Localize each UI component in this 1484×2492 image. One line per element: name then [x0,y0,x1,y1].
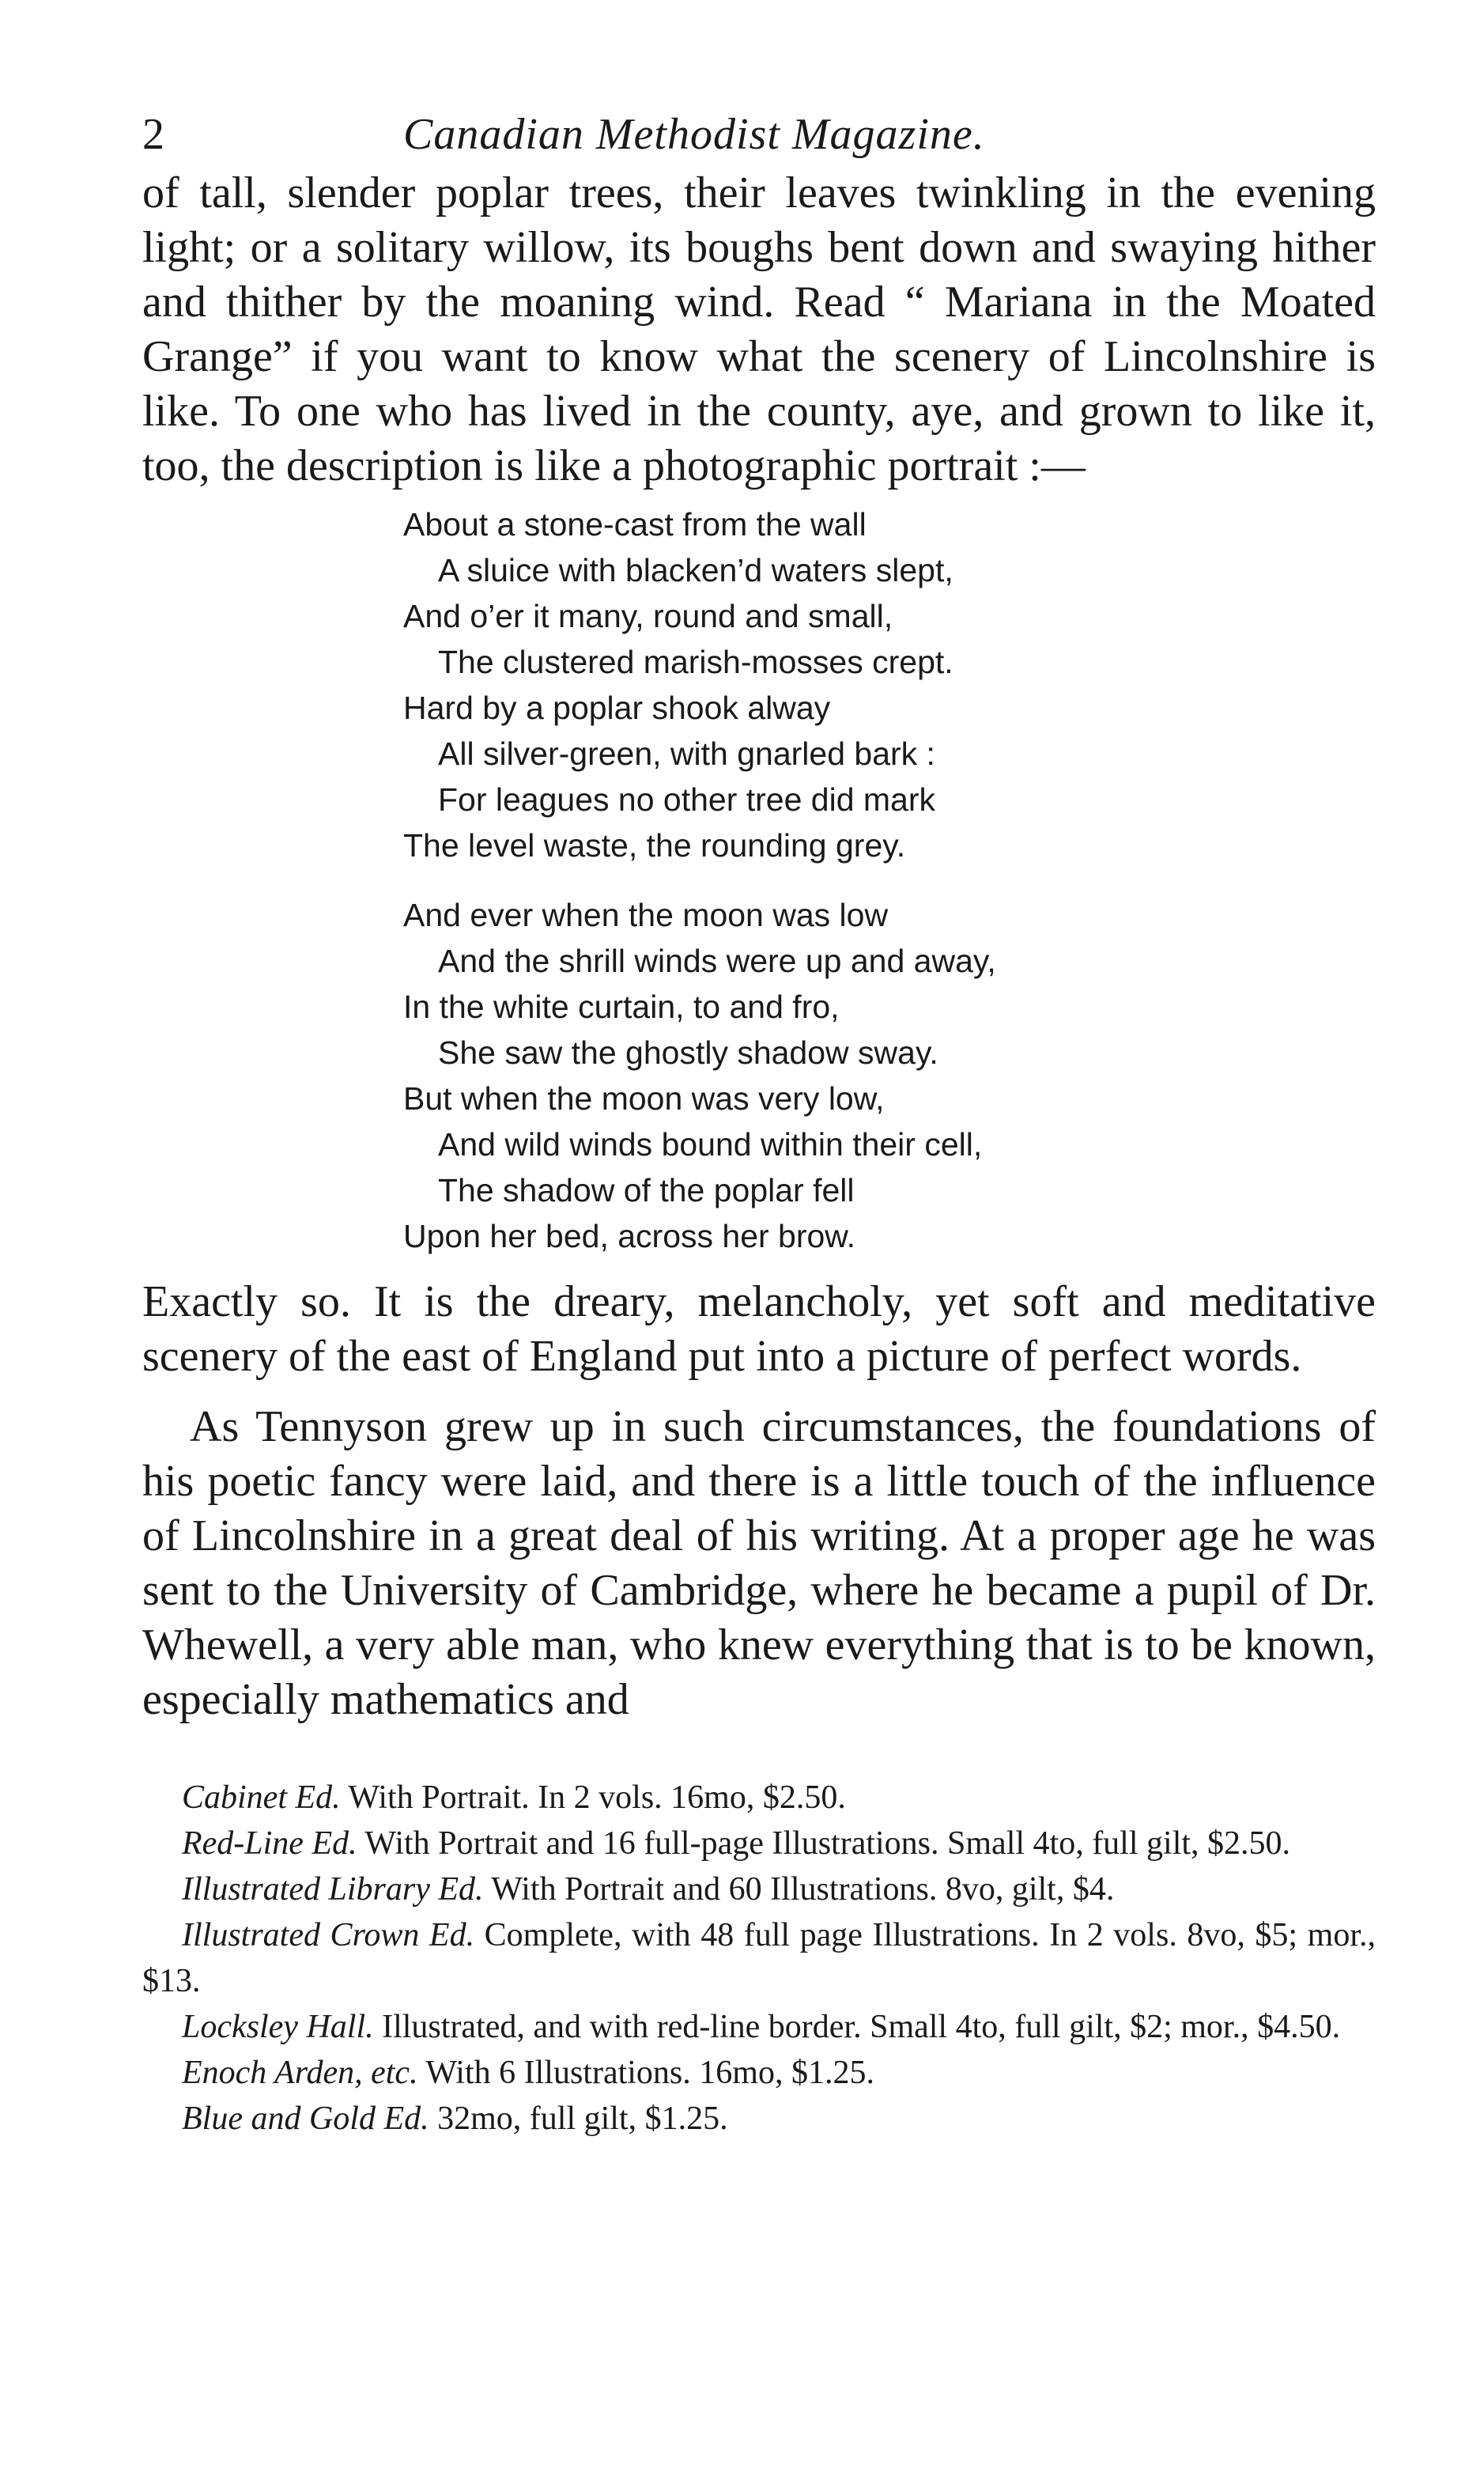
paragraph: Exactly so. It is the dreary, melancholy, yet soft and meditative scenery of the east of England put into a picture of perfect words. [142,1277,1376,1381]
ad-text: With Portrait. In 2 vols. 16mo, $2.50. [348,1779,846,1816]
ad-text: Illustrated, and with red-line border. Small 4to, full gilt, $2; mor., $4.50. [382,2009,1341,2045]
advertisement-list [142,1775,1376,2142]
poem-stanza-2 [403,892,1376,1259]
ad-entry [142,2096,1376,2142]
poem-line: Hard by a poplar shook alway [403,690,831,726]
ad-entry [142,1866,1376,1912]
poem-line: She saw the ghostly shadow sway. [438,1034,938,1071]
ad-title: Enoch Arden, etc. [182,2055,418,2091]
page-number: 2 [142,110,164,159]
poem-quote [142,501,1376,1259]
running-head [142,103,1376,166]
article-body [142,166,1376,1727]
ad-text: Complete, with 48 full page Illustrations. In 2 vols. 8vo, $5; mor., $13. [142,1917,1376,1999]
ad-entry [142,2050,1376,2096]
poem-line: About a stone-cast from the wall [403,506,867,543]
poem-line: And o’er it many, round and small, [403,598,893,634]
ad-title: Red-Line Ed. [182,1825,357,1862]
poem-line: The shadow of the poplar fell [438,1172,855,1208]
poem-line: The clustered marish-mosses crept. [438,644,953,680]
paragraph: As Tennyson grew up in such circumstances, the foundations of his poetic fancy were laid, and there is a little touch of the influence of Lincolnshire in a great deal of his writing. At a proper age he was sent to the University of Cambridge, where he became a pupil of Dr. Whewell, a very able man, who knew everything that is to be known, especially mathematics and [142,1402,1376,1724]
poem-line: And wild winds bound within their cell, [438,1126,983,1163]
page [142,103,1376,2142]
ad-entry [142,1912,1376,2004]
ad-text: 32mo, full gilt, $1.25. [437,2101,728,2137]
poem-line: For leagues no other tree did mark [438,781,935,818]
ad-entry [142,2004,1376,2050]
ad-entry [142,1821,1376,1866]
paragraph-continued: of tall, slender poplar trees, their leaves twinkling in the evening light; or a solitary willow, its boughs bent down and swaying hither and thither by the moaning wind. Read “ Mariana in the Moated Grange” if you want to know what the scenery of Lincolnshire is like. To one who has lived in the county, aye, and grown to like it, too, the description is like a photographic portrait :— [142,168,1376,490]
ad-title: Cabinet Ed. [182,1779,341,1816]
poem-line: All silver-green, with gnarled bark : [438,735,935,772]
ad-entry [142,1775,1376,1821]
poem-line: The level waste, the rounding grey. [403,827,906,864]
poem-line: Upon her bed, across her brow. [403,1218,856,1254]
ad-title: Illustrated Crown Ed. [182,1917,475,1953]
poem-line: And ever when the moon was low [403,897,889,933]
ad-text: With Portrait and 16 full-page Illustrations. Small 4to, full gilt, $2.50. [364,1825,1291,1862]
ad-text: With 6 Illustrations. 16mo, $1.25. [425,2055,874,2091]
poem-line: And the shrill winds were up and away, [438,943,996,979]
poem-line: But when the moon was very low, [403,1080,885,1117]
poem-line: A sluice with blacken’d waters slept, [438,552,953,588]
ad-title: Locksley Hall. [182,2009,374,2045]
ad-title: Blue and Gold Ed. [182,2101,429,2137]
journal-title: Canadian Methodist Magazine. [403,110,985,159]
poem-stanza-1 [403,501,1376,868]
ad-text: With Portrait and 60 Illustrations. 8vo, gilt, $4. [491,1871,1115,1908]
ad-title: Illustrated Library Ed. [182,1871,484,1908]
poem-line: In the white curtain, to and fro, [403,989,840,1025]
